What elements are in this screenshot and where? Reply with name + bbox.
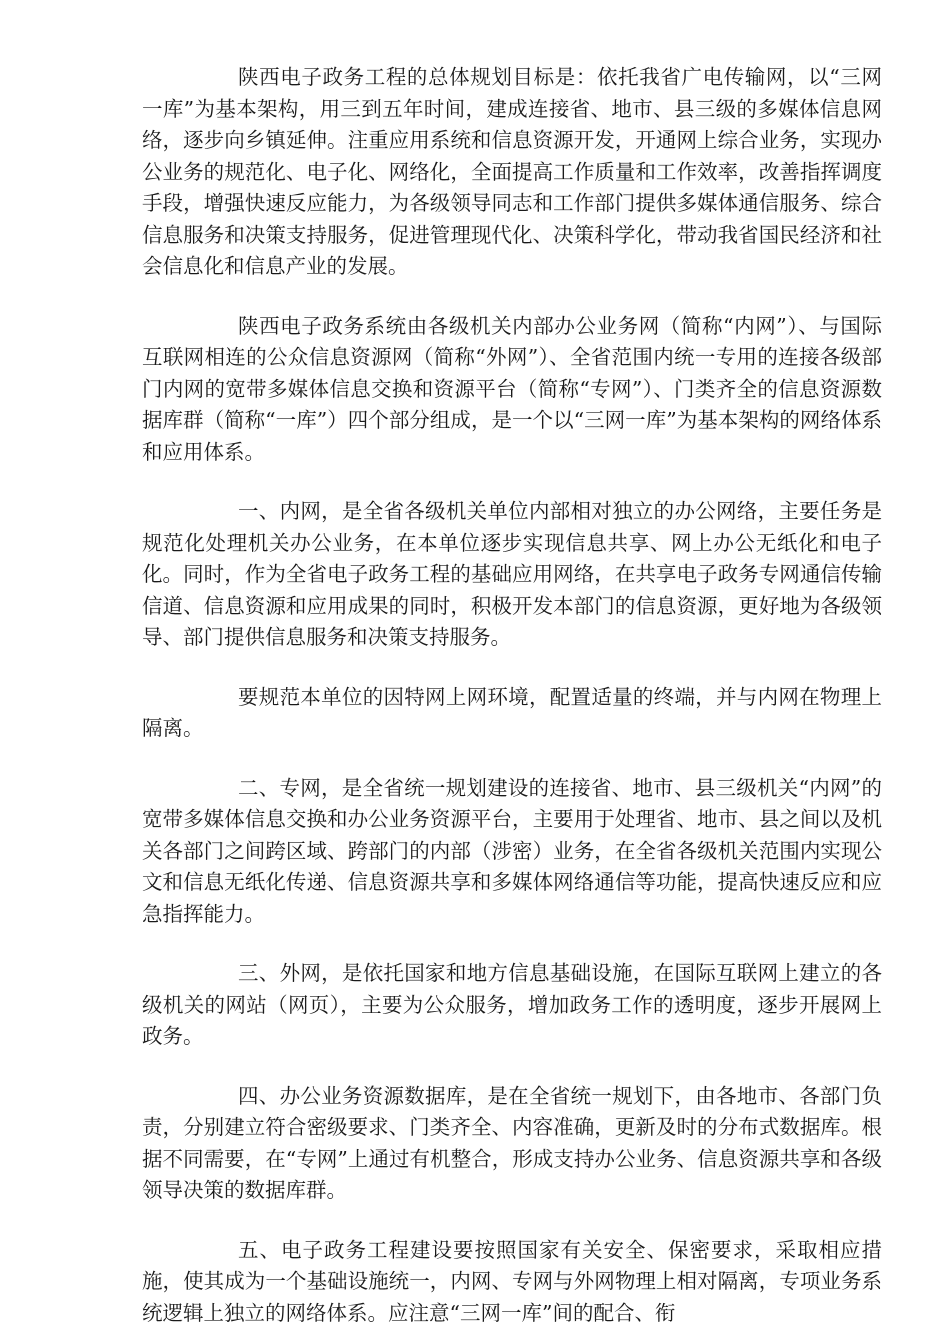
document-body <box>142 62 882 1329</box>
paragraph-private-network: 二、专网，是全省统一规划建设的连接省、地市、县三级机关“内网”的宽带多媒体信息交换和办公业务资源平台，主要用于处理省、地市、县之间以及机关各部门之间跨区域、跨部门的内部（涉密）业务，在全省各级机关范围内实现公文和信息无纸化传递、信息资源共享和多媒体网络通信等功能，提高快速反应和应急指挥能力。 <box>142 775 882 926</box>
paragraph-overall-goal: 陕西电子政务工程的总体规划目标是：依托我省广电传输网，以“三网一库”为基本架构，用三到五年时间，建成连接省、地市、县三级的多媒体信息网络，逐步向乡镇延伸。注重应用系统和信息资源开发，开通网上综合业务，实现办公业务的规范化、电子化、网络化，全面提高工作质量和工作效率，改善指挥调度手段，增强快速反应能力，为各级领导同志和工作部门提供多媒体通信服务、综合信息服务和决策支持服务，促进管理现代化、决策科学化，带动我省国民经济和社会信息化和信息产业的发展。 <box>142 65 882 278</box>
paragraph-system-composition: 陕西电子政务系统由各级机关内部办公业务网（简称“内网”）、与国际互联网相连的公众信息资源网（简称“外网”）、全省范围内统一专用的连接各级部门内网的宽带多媒体信息交换和资源平台（简称“专网”）、门类齐全的信息资源数据库群（简称“一库”）四个部分组成，是一个以“三网一库”为基本架构的网络体系和应用体系。 <box>142 313 882 464</box>
paragraph-internal-network: 一、内网，是全省各级机关单位内部相对独立的办公网络，主要任务是规范化处理机关办公业务，在本单位逐步实现信息共享、网上办公无纸化和电子化。同时，作为全省电子政务工程的基础应用网络，在共享电子政务专网通信传输信道、信息资源和应用成果的同时，积极开发本部门的信息资源，更好地为各级领导、部门提供信息服务和决策支持服务。 <box>142 499 882 649</box>
paragraph-external-network: 三、外网，是依托国家和地方信息基础设施，在国际互联网上建立的各级机关的网站（网页），主要为公众服务，增加政务工作的透明度，逐步开展网上政务。 <box>142 961 882 1048</box>
paragraph-internet-isolation: 要规范本单位的因特网上网环境，配置适量的终端，并与内网在物理上隔离。 <box>142 684 882 740</box>
paragraph-resource-database: 四、办公业务资源数据库，是在全省统一规划下，由各地市、各部门负责，分别建立符合密级要求、门类齐全、内容准确，更新及时的分布式数据库。根据不同需要，在“专网”上通过有机整合，形成支持办公业务、信息资源共享和各级领导决策的数据库群。 <box>142 1083 882 1202</box>
paragraph-security-requirements: 五、电子政务工程建设要按照国家有关安全、保密要求，采取相应措施，使其成为一个基础设施统一，内网、专网与外网物理上相对隔离，专项业务系统逻辑上独立的网络体系。应注意“三网一库”间的配合、衔 <box>142 1237 882 1325</box>
